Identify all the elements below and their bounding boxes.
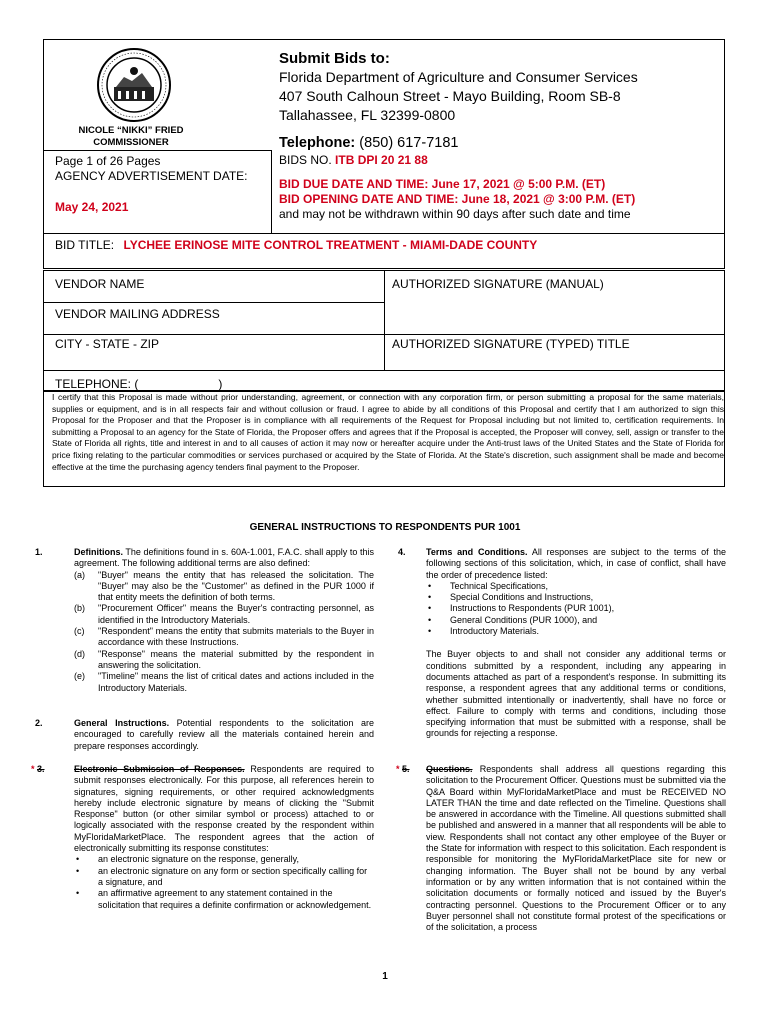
section-1-intro: The definitions found in s. 60A-1.001, F.A.C. shall apply to this agreement. The following additional terms are also defined: [74,547,374,569]
commissioner-name: NICOLE “NIKKI” FRIED [78,125,184,136]
city-state-zip-field[interactable]: CITY - STATE - ZIP [55,337,160,351]
authorized-signature-manual-field[interactable]: AUTHORIZED SIGNATURE (MANUAL) [392,277,604,291]
bid-title [55,238,537,252]
section-2-number: 2. [35,718,43,728]
bids-number [279,153,428,167]
telephone-value: (850) 617-7181 [359,135,459,151]
section-4-bullet-2: • Special Conditions and Instructions, [428,592,594,603]
agency-ad-date: May 24, 2021 [55,200,129,214]
bid-title-label: BID TITLE: [55,238,115,252]
telephone-label: Telephone: [279,135,356,151]
section-3-body: Respondents are required to submit responses electronically. For this purpose, all references herein to signatures, signing requirements, or other required acknowledgments hereby include electronic signature by means of clicking the "Submit Response" button (or other similar symbol or process) attached to or logically associated with the response created by the respondent within MyFloridaMarketPlace. The respondent agrees that the action of electronically submitting its response constitutes: [74,764,375,854]
commissioner-title: COMMISSIONER [93,137,169,148]
certification-text: I certify that this Proposal is made without prior understanding, agreement, or connection with any corporation firm, or person submitting a proposal for the same materials, supplies or equipment, and is in all respects fair and without collusion or fraud. I agree to abide by all conditions of this Proposal and certify that I am authorized to sign this Proposal for the Proposer and that the Proposer is in compliance with all requirements of the Request for Proposal including but not limited to, certification requirements. In submitting a Proposal to an agency for the State of Florida, the Proposer offers and agrees that if the Proposal is accepted, the Proposer will convey, sell, assign or transfer to the State of Florida all rights, title and interest in and to all causes of action it may now or hereafter acquire under the Anti-trust laws of the United States and the State of Florida for price fixing relating to the particular commodities or services purchased or acquired by the State of Florida. At the State's discretion, such assignment shall be made and become effective at the time the purchasing agency tenders final payment to the Proposer. [52,392,724,472]
section-1-number: 1. [35,547,43,557]
bid-opening-date: BID OPENING DATE AND TIME: June 18, 2021 @ 3:00 P.M. (ET) [279,192,636,206]
section-5 [426,764,726,933]
section-4-heading: Terms and Conditions. [426,547,528,557]
vendor-form-row1 [43,302,384,303]
department-address-line2: Tallahassee, FL 32399-0800 [279,107,456,123]
bid-title-value: LYCHEE ERINOSE MITE CONTROL TREATMENT - MIAMI-DADE COUNTY [123,238,538,252]
section-4-intro: All responses are subject to the terms of the following sections of this solicitation, which, in case of conflict, shall have the order of precedence listed: [426,547,727,580]
telephone-field[interactable]: TELEPHONE: ( ) [55,377,223,391]
header-divider-vertical [271,150,272,233]
header-divider-bottom [43,233,725,234]
section-3 [74,764,374,911]
section-3-bullet-2: • an electronic signature on any form or section specifically calling for a signature, and [76,865,368,887]
bids-no-label: BIDS NO. [279,153,332,167]
authorized-signature-typed-field[interactable]: AUTHORIZED SIGNATURE (TYPED) TITLE [392,337,630,351]
general-instructions-title: GENERAL INSTRUCTIONS TO RESPONDENTS PUR 1001 [249,522,521,533]
definition-c: (c) "Respondent" means the entity that submits materials to the Buyer in accordance with these Instructions. [74,626,374,648]
section-1-heading: Definitions. [74,547,123,557]
section-2-body: Potential respondents to the solicitation are encouraged to carefully review all the materials contained herein and prepare responses accordingly. [74,718,374,751]
withdraw-note: and may not be withdrawn within 90 days after such date and time [279,207,631,221]
header-divider-top [43,150,271,151]
section-5-mark: * [396,764,400,774]
definition-a: (a) "Buyer" means the entity that has released the solicitation. The "Buyer" may also be the "Customer" as defined in the PUR 1000 if that entity meets the definition of both terms. [74,569,374,603]
section-1 [74,547,374,694]
section-4-bullet-3: • Instructions to Respondents (PUR 1001), [428,603,615,614]
section-5-heading: Questions. [426,764,473,774]
bids-no-value: ITB DPI 20 21 88 [335,153,428,167]
section-3-bullet-3: • an affirmative agreement to any statement contained in the solicitation that requires a definite confirmation or acknowledgement. [76,888,372,910]
section-4-bullet-4: • General Conditions (PUR 1000), and [428,614,598,625]
page-info: Page 1 of 26 Pages [55,154,161,168]
definition-b: (b) "Procurement Officer" means the Buyer's contracting personnel, as identified in the Introductory Materials. [74,603,374,625]
section-2-heading: General Instructions. [74,718,170,728]
section-4-bullet-1: • Technical Specifications, [428,580,549,591]
definition-e: (e) "Timeline" means the list of critical dates and actions included in the Introductory Materials. [74,671,374,693]
section-4-paragraph: The Buyer objects to and shall not consider any additional terms or conditions submitted by a respondent, including any appearing in documents attached as part of a respondent's response. In submitting its response, a respondent agrees that any additional terms or conditions, whether submitted intentionally or inadvertently, shall have no force or effect. Failure to comply with terms and conditions, including those specifying information that must be submitted with a response, shall be grounds for rejecting a response. [426,649,726,739]
department-name: Florida Department of Agriculture and Consumer Services [279,69,638,85]
section-5-number: 5. [402,764,410,774]
vendor-form-divider [384,270,385,370]
telephone-line [279,135,458,151]
section-4-bullet-5: • Introductory Materials. [428,626,540,637]
department-address-line1: 407 South Calhoun Street - Mayo Building, Room SB-8 [279,88,621,104]
section-4 [426,547,726,740]
section-5-body: Respondents shall address all questions regarding this solicitation to the Procurement Officer. Questions must be submitted via the Q&A Board within MyFloridaMarketPlace and must be RECEIVED NO LATER THAN the time and date reflected on the Timeline. Questions shall be answered in accordance with the Timeline. All questions submitted shall be published and answered in a manner that all respondents will be able to view. Respondents shall not contact any other employee of the Buyer or the State for information with respect to this solicitation. Each respondent is responsible for monitoring the MyFloridaMarketPlace site for new or changing information. The Buyer shall not be bound by any verbal information or by any written information that is not contained within the solicitation documents or formally noticed and issued by the Buyer's contracting personnel. Questions to the Procurement Officer or to any Buyer personnel shall not constitute formal protest of the specifications or of the solicitation, a process [426,764,726,933]
vendor-name-field[interactable]: VENDOR NAME [55,277,145,291]
section-2 [74,718,374,752]
section-4-number: 4. [398,547,406,557]
section-3-heading: Electronic Submission of Responses. [74,764,245,774]
definition-d: (d) "Response" means the material submitted by the respondent in answering the solicitation. [74,648,374,670]
vendor-form-row2 [43,334,725,335]
vendor-form-row3 [43,370,725,371]
section-3-number: 3. [37,764,45,774]
bid-due-date: BID DUE DATE AND TIME: June 17, 2021 @ 5:00 P.M. (ET) [279,177,606,191]
agency-ad-label: AGENCY ADVERTISEMENT DATE: [55,169,248,183]
section-3-bullet-1: • an electronic signature on the response, generally, [76,854,299,865]
state-seal [96,47,172,123]
section-3-mark: * [31,764,35,774]
submit-bids-title: Submit Bids to: [279,50,390,67]
vendor-mailing-address-field[interactable]: VENDOR MAILING ADDRESS [55,307,220,321]
page-number: 1 [382,971,388,982]
